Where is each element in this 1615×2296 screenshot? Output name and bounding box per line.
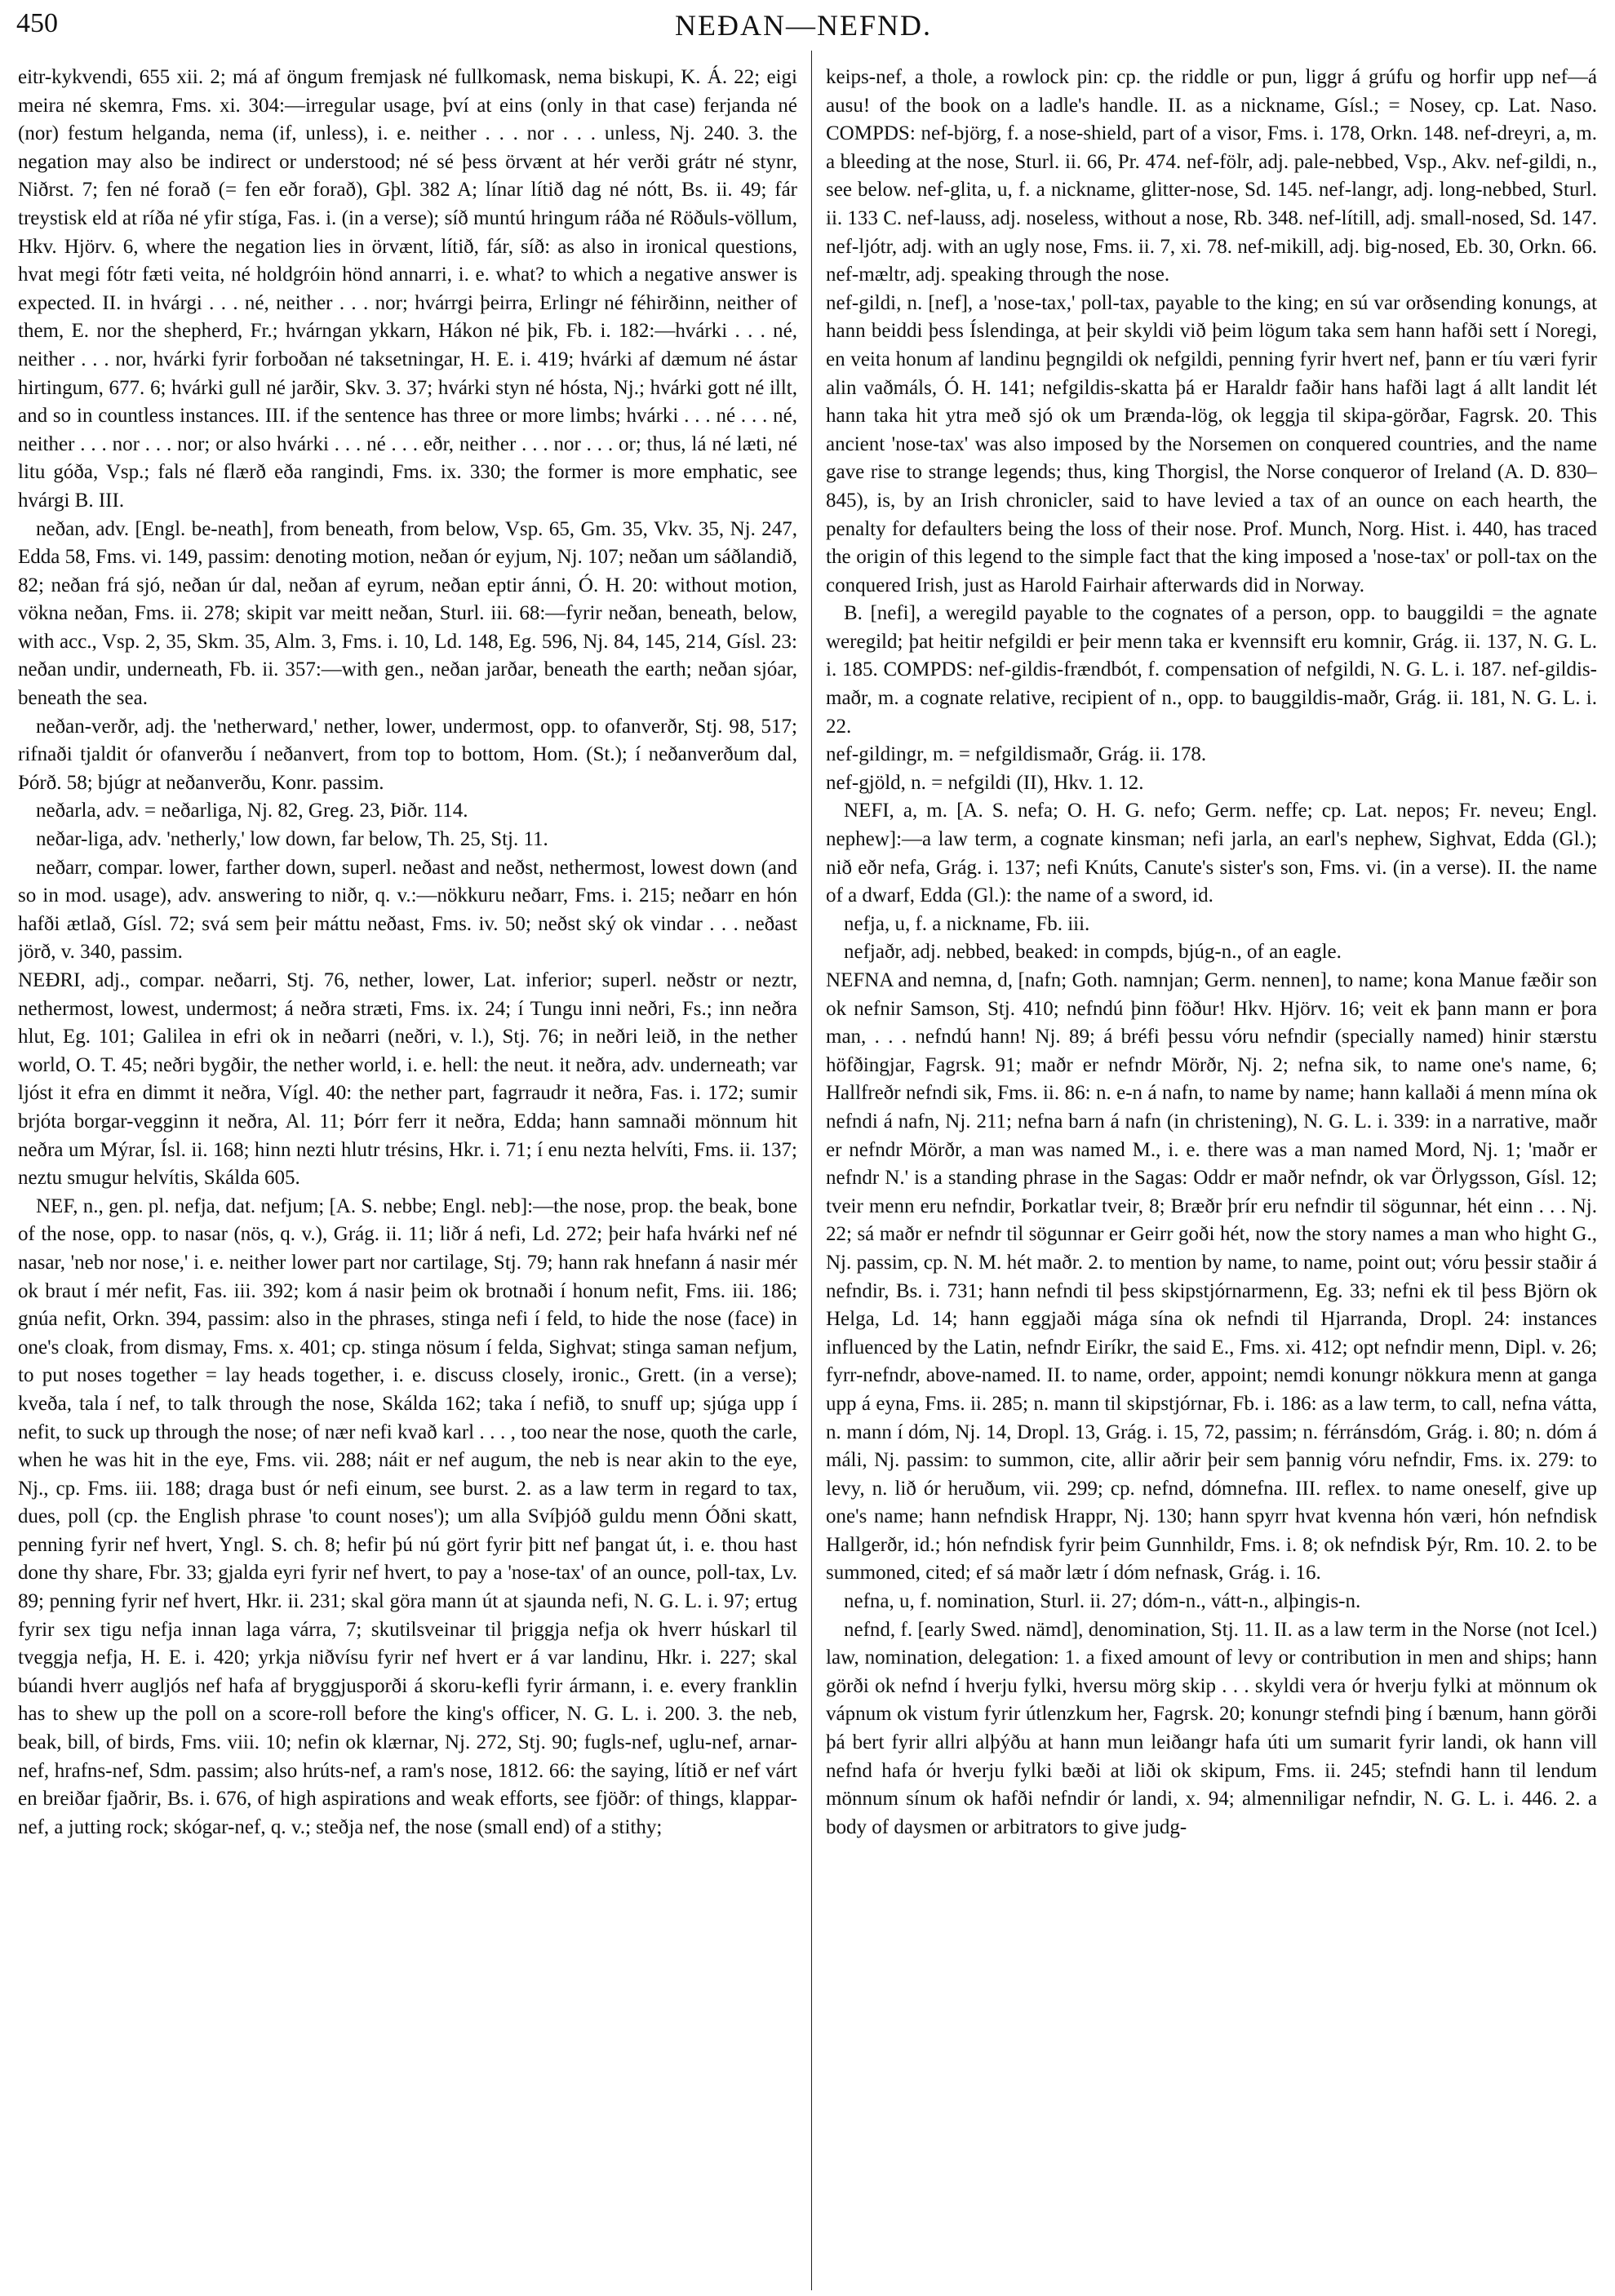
entry-nedan-verdr: neðan-verðr, adj. the 'netherward,' nether, lower, undermost, opp. to ofanverðr, Stj. 98, 517; rifnaði tjaldit ór ofanverðu í neðanvert, from top to bottom, Hom. (St.); í neðanverðum dal, Þórð. 58; bjúgr at neðanverðu, Konr. passim.: [18, 715, 797, 794]
entry-nedan: neðan, adv. [Engl. be-neath], from beneath, from below, Vsp. 65, Gm. 35, Vkv. 35, Nj. 247, Edda 58, Fms. vi. 149, passim: denoting motion, neðan ór eyjum, Nj. 107; neðan um sáðlandið, 82; neðan frá sjó, neðan úr dal, neðan af eyrum, neðan eptir ánni, Ó. H. 20: without motion, vökna neðan, Fms. ii. 278; skipit var meitt neðan, Sturl. iii. 68:—fyrir neðan, beneath, below, with acc., Vsp. 2, 35, Skm. 35, Alm. 3, Fms. i. 10, Ld. 148, Eg. 596, Nj. 84, 145, 214, Gísl. 23: neðan undir, underneath, Fb. ii. 357:—with gen., neðan jarðar, beneath the earth; neðan sjóar, beneath the sea.: [18, 517, 797, 710]
left-column: [18, 64, 797, 2283]
right-column: [826, 64, 1597, 2283]
entry-nefja: nefja, u, f. a nickname, Fb. iii.: [844, 912, 1090, 935]
entry-nef-gildi-b: B. [nefi], a weregild payable to the cognates of a person, opp. to bauggildi = the agnate weregild; þat heitir nefgildi er þeir menn taka er kvennsift eru komnir, Grág. ii. 137, N. G. L. i. 185. COMPDS: nef-gildis-frændbót, f. compensation of nefgildi, N. G. L. i. 187. nef-gildis-maðr, m. a cognate relative, recipient of n., opp. to bauggildis-maðr, Grág. ii. 181, N. G. L. i. 22.: [826, 602, 1597, 738]
entry-nedri: NEÐRI, adj., compar. neðarri, Stj. 76, nether, lower, Lat. inferior; superl. neðstr or neztr, nethermost, lowest, undermost; á neðra stræti, Fms. ix. 24; í Tungu inni neðri, Fs.; inn neðra hlut, Eg. 101; Galilea in efri ok in neðarri (neðri, v. l.), Stj. 76; in neðri leið, in the nether world, O. T. 45; neðri bygðir, the nether world, i. e. hell: the neut. it neðra, adv. underneath; var ljóst it efra en dimmt it neðra, Vígl. 40: the nether part, fagrraudr it neðra, Fas. i. 172; sumir brjóta borgar-vegginn it neðra, Al. 11; Þórr ferr it neðra, Edda; hann samnaði mönnum hit neðra um Mýrar, Ísl. ii. 168; hinn nezti hlutr trésins, Hkr. i. 71; í enu nezta helvíti, Fms. ii. 137; neztu smugur helvítis, Skálda 605.: [18, 969, 797, 1190]
entry-nef: NEF, n., gen. pl. nefja, dat. nefjum; [A. S. nebbe; Engl. neb]:—the nose, prop. the beak, bone of the nose, opp. to nasar (nös, q. v.), Grág. ii. 11; liðr á nefi, Ld. 272; þeir hafa hvárki nef né nasar, 'neb nor nose,' i. e. neither lower part nor cartilage, Stj. 79; hann rak hnefann á nasir mér ok braut í mér nefit, Fas. iii. 392; kom á nasir þeim ok brotnaði í honum nefit, Fms. iii. 186; gnúa nefit, Orkn. 394, passim: also in the phrases, stinga nefi í feld, to hide the nose (face) in one's cloak, from dismay, Fms. x. 401; cp. stinga nösum í felda, Sighvat; stinga saman nefjum, to put noses together = lay heads together, i. e. discuss closely, ironic., Grett. (in a verse); kveða, tala í nef, to talk through the nose, Skálda 162; taka í nefið, to snuff up; sjúga upp í nefit, to suck up through the nose; of nær nefi kvað karl . . . , too near the nose, quoth the carle, when he was hit in the eye, Fms. vii. 288; náit er nef augum, the neb is near akin to the eye, Nj., cp. Fms. iii. 188; draga bust ór nefi einum, see burst. 2. as a law term in regard to tax, dues, poll (cp. the English phrase 'to count noses'); um alla Svíþjóð guldu menn Óðni skatt, penning fyrir nef hvert, Yngl. S. ch. 8; hefir þú nú gört fyrir þitt nef þangat út, i. e. thou hast done thy share, Fbr. 33; gjalda eyri fyrir nef hvert, to pay a 'nose-tax' of an ounce, poll-tax, Lv. 89; penning fyrir nef hvert, Hkr. ii. 231; skal göra mann út at sjaunda nefi, N. G. L. i. 97; ertug fyrir sex tigu nefja innan laga várra, 7; skutilsveinar til þriggja nefja ok hverr húskarl til tveggja nefja, H. E. i. 420; yrkja niðvísu fyrir nef hvert er á var landinu, Hkr. i. 227; skal búandi hverr augljós nef hafa af bryggjusporði á skoru-kefli fyrir ármann, i. e. every franklin has to shew up the poll on a score-roll before the king's officer, N. G. L. i. 200. 3. the neb, beak, bill, of birds, Fms. viii. 10; nefin ok klærnar, Nj. 272, Stj. 90; fugls-nef, uglu-nef, arnar-nef, hrafns-nef, Sdm. passim; also hrúts-nef, a ram's nose, 1812. 66: the saying, lítið er nef várt en breiðar fjaðrir, Bs. i. 676, of high aspirations and weak efforts, see fjöðr: of things, klappar-nef, a jutting rock; skógar-nef, q. v.; steðja nef, the nose (small end) of a stithy;: [18, 1195, 797, 1838]
running-head: NEÐAN—NEFND.: [675, 9, 932, 42]
entry-nef-gildingr: nef-gildingr, m. = nefgildismaðr, Grág. ii. 178.: [826, 743, 1207, 766]
entry-nefnd: nefnd, f. [early Swed. nämd], denomination, Stj. 11. II. as a law term in the Norse (not Icel.) law, nomination, delegation: 1. a fixed amount of levy or contribution in men and ships; hann görði ok nefnd í hverju fylki, hversu mörg skip . . . skyldi vera ór hverju fylki at mönnum ok vápnum ok vistum fyrir útlenzkum her, Fagrsk. 20; konungr stefndi þing í bænum, hann görði þá bert fyrir allri alþýðu at hann mun leiðangr hafa úti um sumarit fyrir landi, ok hann vill nefnd hafa ór hverju fylki bæði at liði ok skipum, Fms. ii. 245; stefndi hann til lendum mönnum sínum ok hafði nefndir ór landi, x. 94; almenniligar nefndir, N. G. L. i. 446. 2. a body of daysmen or arbitrators to give judg-: [826, 1618, 1597, 1838]
page-number: 450: [16, 8, 58, 38]
entry-nefna-noun: nefna, u, f. nomination, Sturl. ii. 27; dóm-n., vátt-n., alþingis-n.: [844, 1590, 1361, 1613]
entry-nef-gildi: nef-gildi, n. [nef], a 'nose-tax,' poll-tax, payable to the king; en sú var orðsending konungs, at hann beiddi þess Íslendinga, at þeir skyldi við þeim lögum taka sem hann hafði sett í Noregi, en veita honum af landinu þegngildi ok nefgildi, penning fyrir hvert nef, þann er tíu væri fyrir alin vaðmáls, Ó. H. 141; nefgildis-skatta þá er Haraldr faðir hans hafði lagt á allt landit lét hann taka hit ytra með sjó ok um Þrænda-lög, ok leggja til skipa-görðar, Fagrsk. 20. This ancient 'nose-tax' was also imposed by the Norsemen on conquered countries, and the name gave rise to strange legends; thus, king Thorgisl, the Norse conqueror of Ireland (A. D. 830–845), is, by an Irish chronicler, said to have levied a tax of an ounce on each hearth, the penalty for defaulters being the loss of their nose. Prof. Munch, Norg. Hist. i. 440, has traced the origin of this legend to the simple fact that the king imposed a 'nose-tax' or poll-tax on the conquered Irish, just as Harold Fairhair afterwards did in Norway.: [826, 291, 1597, 596]
entry-nefjadr: nefjaðr, adj. nebbed, beaked: in compds, bjúg-n., of an eagle.: [844, 941, 1342, 964]
entry-nef-gjold: nef-gjöld, n. = nefgildi (II), Hkv. 1. 12.: [826, 771, 1144, 794]
entry-nedarr: neðarr, compar. lower, farther down, superl. neðast and neðst, nethermost, lowest down (and so in mod. usage), adv. answering to niðr, q. v.:—nökkuru neðarr, Fms. i. 215; neðarr en hón hafði ætlað, Gísl. 72; svá sem þeir máttu neðast, Fms. iv. 50; neðst ský ok vindar . . . neðast jörð, v. 340, passim.: [18, 856, 797, 964]
page-header: [16, 5, 1591, 47]
entry-nefna-verb: NEFNA and nemna, d, [nafn; Goth. namnjan; Germ. nennen], to name; kona Manue fæðir son ok nefnir Samson, Stj. 410; nefndú þinn föður! Hkv. Hjörv. 16; veit ek þann mann er þora man, . . . nefndú hann! Nj. 89; á bréfi þessu vóru nefndir (specially named) hinir stærstu höfðingjar, Fagrsk. 91; maðr er nefndr Mörðr, Nj. 2; nefna sik, to name one's name, 6; Hallfreðr nefndi sik, Fms. ii. 86: n. e-n á nafn, to name by name; hann kallaði á menn mína ok nefndi á nafn, Nj. 211; nefna barn á nafn (in christening), N. G. L. i. 339: in a narrative, maðr er nefndr Mörðr, a man was named M., i. e. there was a man named Mord, Nj. 1; 'maðr er nefndr N.' is a standing phrase in the Sagas: Oddr er maðr nefndr, ok var Örlygsson, Gísl. 12; tveir menn eru nefndir, Þorkatlar tveir, 8; Bræðr þrír eru nefndir til sögunnar, hét einn . . . Nj. 22; sá maðr er nefndr til sögunnar er Geirr goði hét, now the story names a man who hight G., Nj. passim, cp. N. M. hét maðr. 2. to mention by name, to name, point out; vóru þessir staðir á nefndir, Bs. i. 731; hann nefndi til þess skipstjórnarmenn, Eg. 33; nefni ek til þess Björn ok Helga, Ld. 14; hann eggjaði mága sína ok nefndi til Hjarranda, Dropl. 24: instances influenced by the Latin, nefndr Eiríkr, the said E., Fms. xi. 412; opt nefndir menn, Dipl. v. 26; fyrr-nefndr, above-named. II. to name, order, appoint; nemdi konungr nökkura menn at ganga upp á eyna, Fms. ii. 285; n. mann til skipstjórnar, Fb. i. 186: as a law term, to call, nefna vátta, n. mann í dóm, Nj. 14, Dropl. 13, Grág. i. 15, 72, passim; n. férránsdóm, Grág. i. 80; n. dóm á máli, Nj. passim: to summon, cite, allir aðrir þeir sem þannig vóru nefndir, Fms. ix. 279: to levy, n. lið ór heruðum, vii. 299; cp. nefnd, dómnefna. III. reflex. to name oneself, give up one's name; hann nefndisk Hrappr, Nj. 130; hann spyrr hvat kvenna hón væri, hón nefndisk Hallgerðr, id.; hón nefndisk fyrir þeim Gunnhildr, Fms. i. 8; ok nefndisk Þýr, Rm. 10. 2. to be summoned, cited; ef sá maðr lætr í dóm nefnask, Grág. i. 16.: [826, 969, 1597, 1585]
entry-ne-continued: eitr-kykvendi, 655 xii. 2; má af öngum fremjask né fullkomask, nema biskupi, K. Á. 22; eigi meira né skemra, Fms. xi. 304:—irregular usage, því at eins (only in that case) ferjanda né (nor) festum helganda, nema (if, unless), i. e. neither . . . nor . . . unless, Nj. 240. 3. the negation may also be indirect or understood; né sé þess örvænt at hér verði grátr né stynr, Niðrst. 7; fen né forað (= fen eðr forað), Gþl. 382 A; línar lítið dag né nótt, Bs. ii. 49; fár treystisk eld at ríða né yfir stíga, Fas. i. (in a verse); síð muntú hringum ráða né Röðuls-völlum, Hkv. Hjörv. 6, where the negation lies in örvænt, lítið, fár, síð: as also in ironical questions, hvat megi fótr fæti veita, né holdgróin hönd annarri, i. e. what? to which a negative answer is expected. II. in hvárgi . . . né, neither . . . nor; hvárrgi þeirra, Erlingr né féhirðinn, neither of them, E. nor the shepherd, Fr.; hvárngan ykkarn, Hákon né þik, Fb. i. 182:—hvárki . . . né, neither . . . nor, hvárki fyrir forboðan né taksetningar, H. E. i. 419; hvárki af dæmum né ástar hirtingum, 677. 6; hvárki gull né jarðir, Skv. 3. 37; hvárki styn né hósta, Nj.; hvárki gott né illt, and so in countless instances. III. if the sentence has three or more limbs; hvárki . . . né . . . né, neither . . . nor . . . nor; or also hvárki . . . né . . . eðr, neither . . . nor . . . or; thus, lá né læti, né litu góða, Vsp.; fals né flærð eða rangindi, Fms. ix. 330; the former is more emphatic, see hvárgi B. III.: [18, 66, 797, 512]
entry-nedar-liga: neðar-liga, adv. 'netherly,' low down, far below, Th. 25, Stj. 11.: [36, 828, 548, 851]
column-divider: [811, 51, 812, 2290]
entry-nefi: NEFI, a, m. [A. S. nefa; O. H. G. nefo; Germ. neffe; cp. Lat. nepos; Fr. neveu; Engl. nephew]:—a law term, a cognate kinsman; nefi jarla, an earl's nephew, Sighvat, Edda (Gl.); nið eðr nefa, Grág. i. 137; nefi Knúts, Canute's sister's son, Fms. vi. (in a verse). II. the name of a dwarf, Edda (Gl.): the name of a sword, id.: [826, 800, 1597, 907]
entry-nef-continued: keips-nef, a thole, a rowlock pin: cp. the riddle or pun, liggr á grúfu og horfir upp nef—á ausu! of the book on a ladle's handle. II. as a nickname, Gísl.; = Nosey, cp. Lat. Naso. COMPDS: nef-björg, f. a nose-shield, part of a visor, Fms. i. 178, Orkn. 148. nef-dreyri, a, m. a bleeding at the nose, Sturl. ii. 66, Pr. 474. nef-fölr, adj. pale-nebbed, Vsp., Akv. nef-gildi, n., see below. nef-glita, u, f. a nickname, glitter-nose, Sd. 145. nef-langr, adj. long-nebbed, Sturl. ii. 133 C. nef-lauss, adj. noseless, without a nose, Rb. 348. nef-lítill, adj. small-nosed, Sd. 147. nef-ljótr, adj. with an ugly nose, Fms. ii. 7, xi. 78. nef-mikill, adj. big-nosed, Eb. 30, Orkn. 66. nef-mæltr, adj. speaking through the nose.: [826, 66, 1597, 286]
entry-nedarla: neðarla, adv. = neðarliga, Nj. 82, Greg. 23, Þiðr. 114.: [36, 800, 468, 822]
